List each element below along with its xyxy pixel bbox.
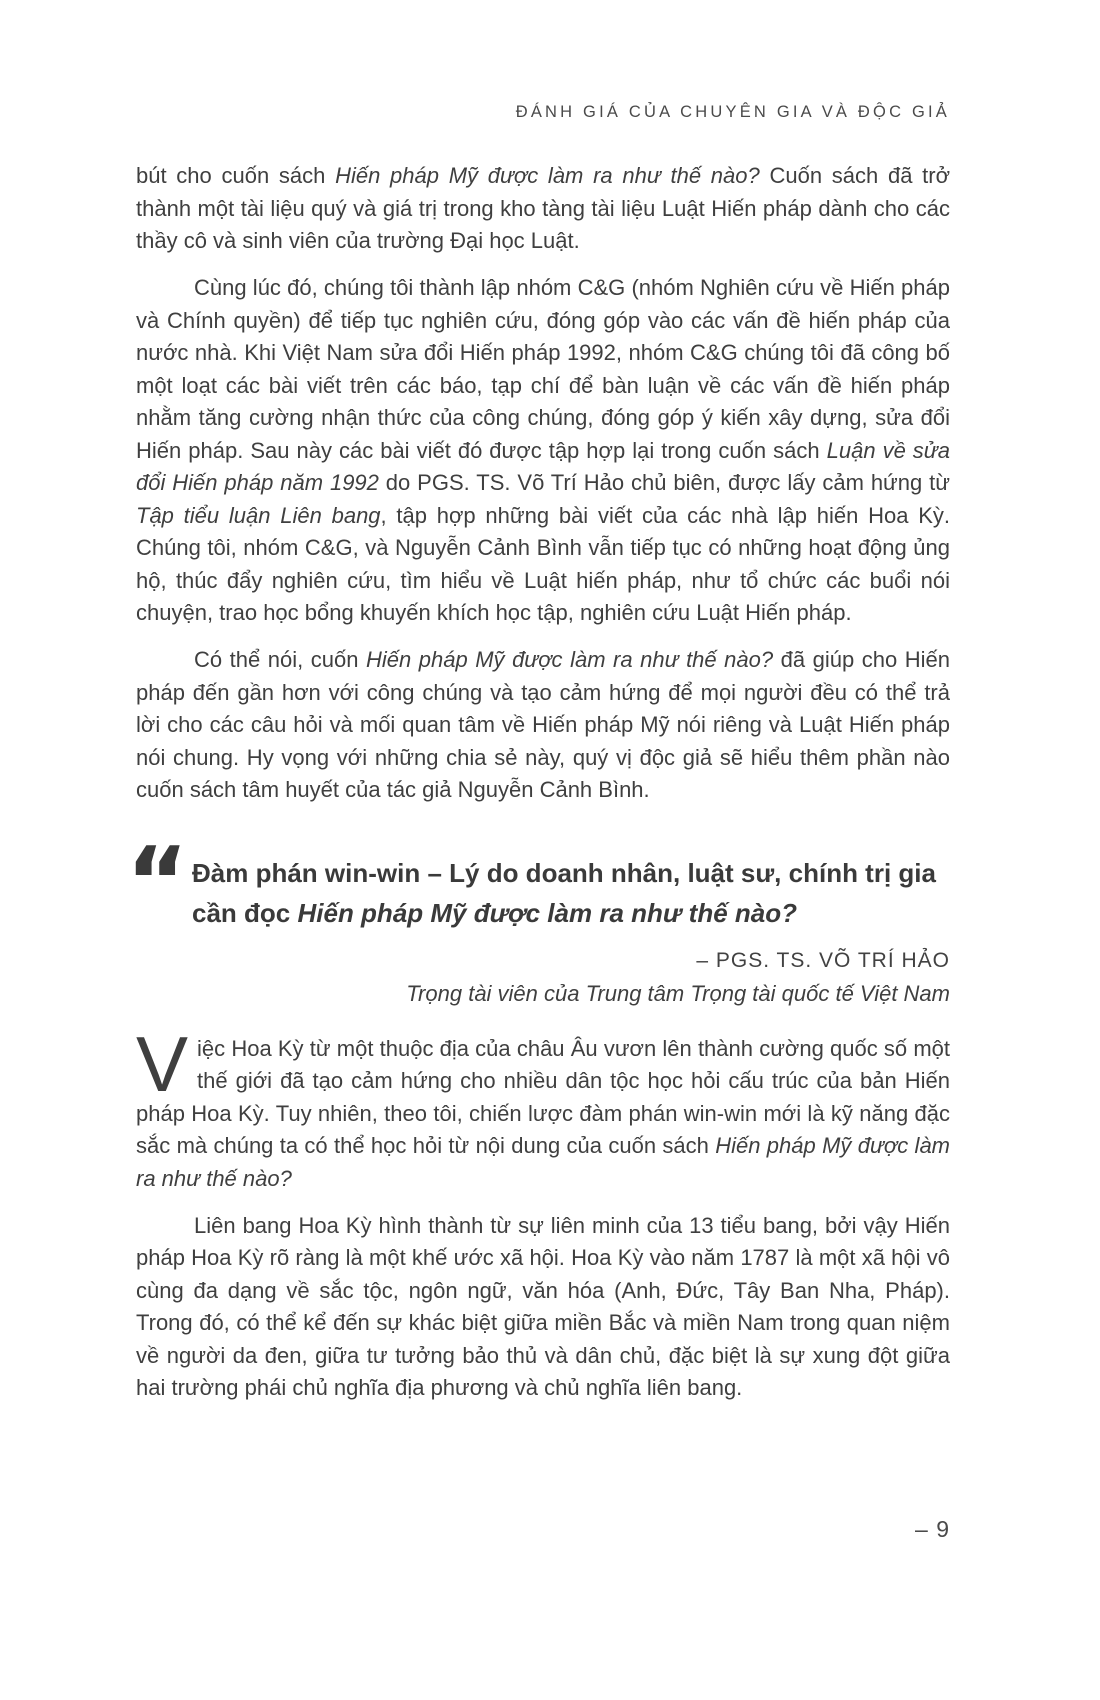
pull-quote	[126, 827, 950, 938]
paragraph: Có thể nói, cuốn Hiến pháp Mỹ được làm ra như thế nào? đã giúp cho Hiến pháp đến gần hơn với công chúng và tạo cảm hứng để mọi người đều có thể trả lời cho các câu hỏi và mối quan tâm về Hiến pháp Mỹ nói riêng và Luật Hiến pháp nói chung. Hy vọng với những chia sẻ này, quý vị độc giả sẽ hiểu thêm phần nào cuốn sách tâm huyết của tác giả Nguyễn Cảnh Bình.	[136, 647, 950, 802]
page-number: – 9	[915, 1516, 950, 1542]
quote-heading: Đàm phán win-win – Lý do doanh nhân, luật sư, chính trị gia cần đọc Hiến pháp Mỹ được làm ra như thế nào?	[192, 857, 936, 928]
paragraph-continued: bút cho cuốn sách Hiến pháp Mỹ được làm ra như thế nào? Cuốn sách đã trở thành một tài liệu quý và giá trị trong kho tàng tài liệu Luật Hiến pháp dành cho các thầy cô và sinh viên của trường Đại học Luật.	[136, 163, 951, 253]
quote-attribution-role: Trọng tài viên của Trung tâm Trọng tài quốc tế Việt Nam	[406, 980, 950, 1006]
paragraph-text: iệc Hoa Kỳ từ một thuộc địa của châu Âu vươn lên thành cường quốc số một thế giới đã tạo cảm hứng cho nhiều dân tộc học hỏi cấu trúc của bản Hiến pháp Hoa Kỳ. Tuy nhiên, theo tôi, chiến lược đàm phán win-win mới là kỹ năng đặc sắc mà chúng ta có thể học hỏi từ nội dung của cuốn sách Hiến pháp Mỹ được làm ra như thế nào?	[136, 1035, 951, 1191]
paragraph-dropcap	[136, 1019, 951, 1196]
page-content	[126, 160, 951, 1419]
quote-attribution: – PGS. TS. VÕ TRÍ HẢO	[696, 948, 950, 972]
drop-cap: V	[136, 1019, 189, 1108]
paragraph: Cùng lúc đó, chúng tôi thành lập nhóm C&G (nhóm Nghiên cứu về Hiến pháp và Chính quyền) để tiếp tục nghiên cứu, đóng góp vào các vấn đề hiến pháp của nước nhà. Khi Việt Nam sửa đổi Hiến pháp 1992, nhóm C&G chúng tôi đã công bố một loạt các bài viết trên các báo, tạp chí để bàn luận về các vấn đề hiến pháp nhằm tăng cường nhận thức của công chúng, đóng góp ý kiến xây dựng, sửa đổi Hiến pháp. Sau này các bài viết đó được tập hợp lại trong cuốn sách Luận về sửa đổi Hiến pháp năm 1992 do PGS. TS. Võ Trí Hảo chủ biên, được lấy cảm hứng từ Tập tiểu luận Liên bang, tập hợp những bài viết của các nhà lập hiến Hoa Kỳ. Chúng tôi, nhóm C&G, và Nguyễn Cảnh Bình vẫn tiếp tục có những hoạt động ủng hộ, thúc đẩy nghiên cứu, tìm hiểu về Luật hiến pháp, như tổ chức các buổi nói chuyện, trao học bổng khuyến khích học tập, nghiên cứu Luật Hiến pháp.	[136, 275, 950, 625]
running-header: ĐÁNH GIÁ CỦA CHUYÊN GIA VÀ ĐỘC GIẢ	[515, 103, 950, 121]
paragraph: Liên bang Hoa Kỳ hình thành từ sự liên minh của 13 tiểu bang, bởi vậy Hiến pháp Hoa Kỳ rõ ràng là một khế ước xã hội. Hoa Kỳ vào năm 1787 là một xã hội vô cùng đa dạng về sắc tộc, ngôn ngữ, văn hóa (Anh, Đức, Tây Ban Nha, Pháp). Trong đó, có thể kể đến sự khác biệt giữa miền Bắc và miền Nam trong quan niệm về người da đen, giữa tư tưởng bảo thủ và dân chủ, đặc biệt là sự xung đột giữa hai trường phái chủ nghĩa địa phương và chủ nghĩa liên bang.	[136, 1212, 950, 1400]
quote-icon: “	[126, 827, 189, 938]
